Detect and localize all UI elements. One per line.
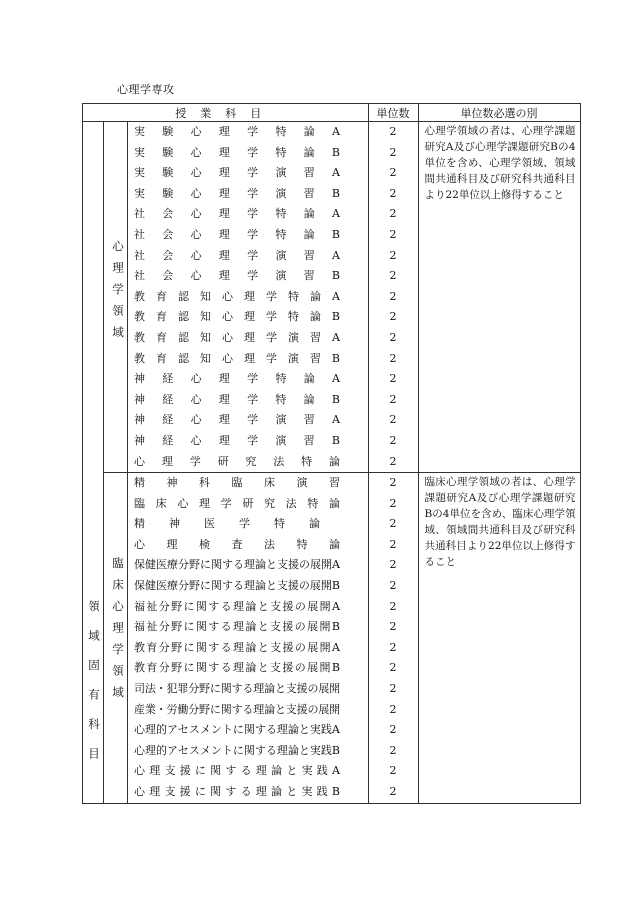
subject-list-psychology	[128, 122, 369, 473]
subject-name	[128, 122, 368, 143]
subject-text: 心理検査法特論	[134, 537, 362, 551]
header-requirement: 単位数必選の別	[418, 104, 580, 122]
subject-credits: 2	[389, 785, 397, 798]
section-row-psychology	[83, 122, 581, 473]
subject-credits: 2	[389, 723, 397, 737]
subject-text: 心理支援に関する理論と実践B	[134, 785, 345, 798]
curriculum-table	[82, 103, 581, 804]
page-title: 心理学専攻	[117, 83, 175, 96]
section-label-cell-psychology	[104, 122, 128, 473]
subject-text: 実験心理学演習B	[134, 186, 358, 200]
requirement-note-clinical: 臨床心理学領域の者は、心理学課題研究A及び心理学課題研究Bの4単位を含め、臨床心理学領域、領域間共通科目及び研究科共通科目より22単位以上修得すること	[418, 473, 580, 804]
subject-credits: 2	[389, 248, 397, 262]
subject-text: 社会心理学演習B	[134, 269, 358, 283]
subject-list-clinical	[128, 473, 369, 804]
subject-name	[128, 494, 368, 515]
subject-text: 神経心理学特論A	[134, 372, 358, 386]
subject-name	[128, 782, 368, 803]
subject-credits: 2	[389, 330, 397, 344]
subject-credits: 2	[389, 125, 397, 138]
subject-name	[128, 638, 368, 659]
subject-credits: 2	[389, 351, 397, 365]
section-label-cell-clinical	[104, 473, 128, 804]
subject-text: 保健医療分野に関する理論と支援の展開A	[134, 558, 340, 572]
section-label-clinical: 臨床心理学領域	[111, 557, 125, 708]
subject-name	[128, 204, 368, 225]
subject-name	[128, 658, 368, 679]
subject-credits: 2	[389, 392, 397, 406]
section-row-clinical	[83, 473, 581, 804]
subject-credits: 2	[389, 682, 397, 696]
subject-name	[128, 246, 368, 267]
subject-text: 教育認知心理学特論B	[134, 310, 351, 324]
subject-text: 教育認知心理学特論A	[134, 289, 351, 303]
subject-name	[128, 761, 368, 782]
credit-list-clinical	[368, 473, 418, 804]
subject-text: 神経心理学演習A	[134, 413, 358, 427]
subject-credits: 2	[389, 558, 397, 572]
subject-name	[128, 679, 368, 700]
subject-name	[128, 514, 368, 535]
subject-text: 教育認知心理学演習B	[134, 351, 351, 365]
subject-credits: 2	[389, 433, 397, 447]
subject-text: 実験心理学特論B	[134, 145, 358, 159]
subject-text: 教育分野に関する理論と支援の展開A	[134, 640, 342, 654]
subject-name	[128, 328, 368, 349]
subject-text: 心理学研究法特論	[134, 454, 357, 468]
subject-name	[128, 473, 368, 494]
subject-credits: 2	[389, 702, 397, 716]
subject-name	[128, 143, 368, 164]
subject-text: 神経心理学特論B	[134, 392, 358, 406]
subject-credits: 2	[389, 764, 397, 778]
subject-text: 実験心理学特論A	[134, 125, 358, 138]
subject-text: 福祉分野に関する理論と支援の展開B	[134, 620, 342, 634]
header-credits: 単位数	[368, 104, 418, 122]
subject-name	[128, 431, 368, 452]
subject-credits: 2	[389, 517, 397, 531]
subject-credits: 2	[389, 743, 397, 757]
subject-credits: 2	[389, 207, 397, 221]
subject-credits: 2	[389, 476, 397, 490]
subject-credits: 2	[389, 537, 397, 551]
subject-credits: 2	[389, 454, 397, 468]
subject-text: 心理的アセスメントに関する理論と実践B	[134, 743, 340, 757]
subject-name	[128, 617, 368, 638]
subject-credits: 2	[389, 620, 397, 634]
subject-name	[128, 184, 368, 205]
subject-name	[128, 555, 368, 576]
subject-name	[128, 163, 368, 184]
subject-text: 社会心理学演習A	[134, 248, 358, 262]
header-row	[83, 104, 581, 122]
subject-credits: 2	[389, 496, 397, 510]
subject-text: 教育分野に関する理論と支援の展開B	[134, 661, 342, 675]
subject-name	[128, 741, 368, 762]
subject-name	[128, 390, 368, 411]
subject-credits: 2	[389, 289, 397, 303]
subject-text: 神経心理学演習B	[134, 433, 358, 447]
subject-text: 社会心理学特論A	[134, 207, 358, 221]
subject-credits: 2	[389, 661, 397, 675]
subject-name	[128, 287, 368, 308]
subject-credits: 2	[389, 310, 397, 324]
subject-credits: 2	[389, 640, 397, 654]
subject-text: 心理支援に関する理論と実践A	[134, 764, 345, 778]
subject-text: 精神科臨床演習	[134, 476, 362, 490]
subject-name	[128, 535, 368, 556]
subject-text: 実験心理学演習A	[134, 166, 358, 180]
subject-text: 教育認知心理学演習A	[134, 330, 351, 344]
subject-text: 心理的アセスメントに関する理論と実践A	[134, 723, 340, 737]
subject-name	[128, 410, 368, 431]
subject-credits: 2	[389, 145, 397, 159]
subject-credits: 2	[389, 579, 397, 593]
subject-text: 社会心理学特論B	[134, 227, 358, 241]
subject-text: 福祉分野に関する理論と支援の展開A	[134, 599, 342, 613]
subject-name	[128, 225, 368, 246]
subject-name	[128, 597, 368, 618]
outer-category-label: 領域固有科目	[87, 600, 101, 777]
subject-name	[128, 349, 368, 370]
subject-name	[128, 452, 368, 473]
subject-credits: 2	[389, 413, 397, 427]
subject-text: 精神医学特論	[134, 517, 344, 531]
subject-name	[128, 369, 368, 390]
subject-text: 産業・労働分野に関する理論と支援の展開	[134, 702, 340, 716]
header-subject: 授業科目	[83, 104, 369, 122]
subject-text: 保健医療分野に関する理論と支援の展開B	[134, 579, 340, 593]
subject-name	[128, 700, 368, 721]
subject-credits: 2	[389, 186, 397, 200]
subject-name	[128, 720, 368, 741]
outer-category-cell	[83, 122, 104, 804]
subject-credits: 2	[389, 269, 397, 283]
subject-credits: 2	[389, 227, 397, 241]
subject-credits: 2	[389, 372, 397, 386]
subject-name	[128, 576, 368, 597]
subject-credits: 2	[389, 166, 397, 180]
credit-list-psychology	[368, 122, 418, 473]
subject-name	[128, 266, 368, 287]
subject-text: 臨床心理学研究法特論	[134, 496, 351, 510]
subject-credits: 2	[389, 599, 397, 613]
section-label-psychology: 心理学領域	[111, 240, 125, 348]
requirement-note-psychology: 心理学領域の者は、心理学課題研究A及び心理学課題研究Bの4単位を含め、心理学領域、領域間共通科目及び研究科共通科目より22単位以上修得すること	[418, 122, 580, 473]
subject-text: 司法・犯罪分野に関する理論と支援の展開	[134, 682, 340, 696]
subject-name	[128, 307, 368, 328]
